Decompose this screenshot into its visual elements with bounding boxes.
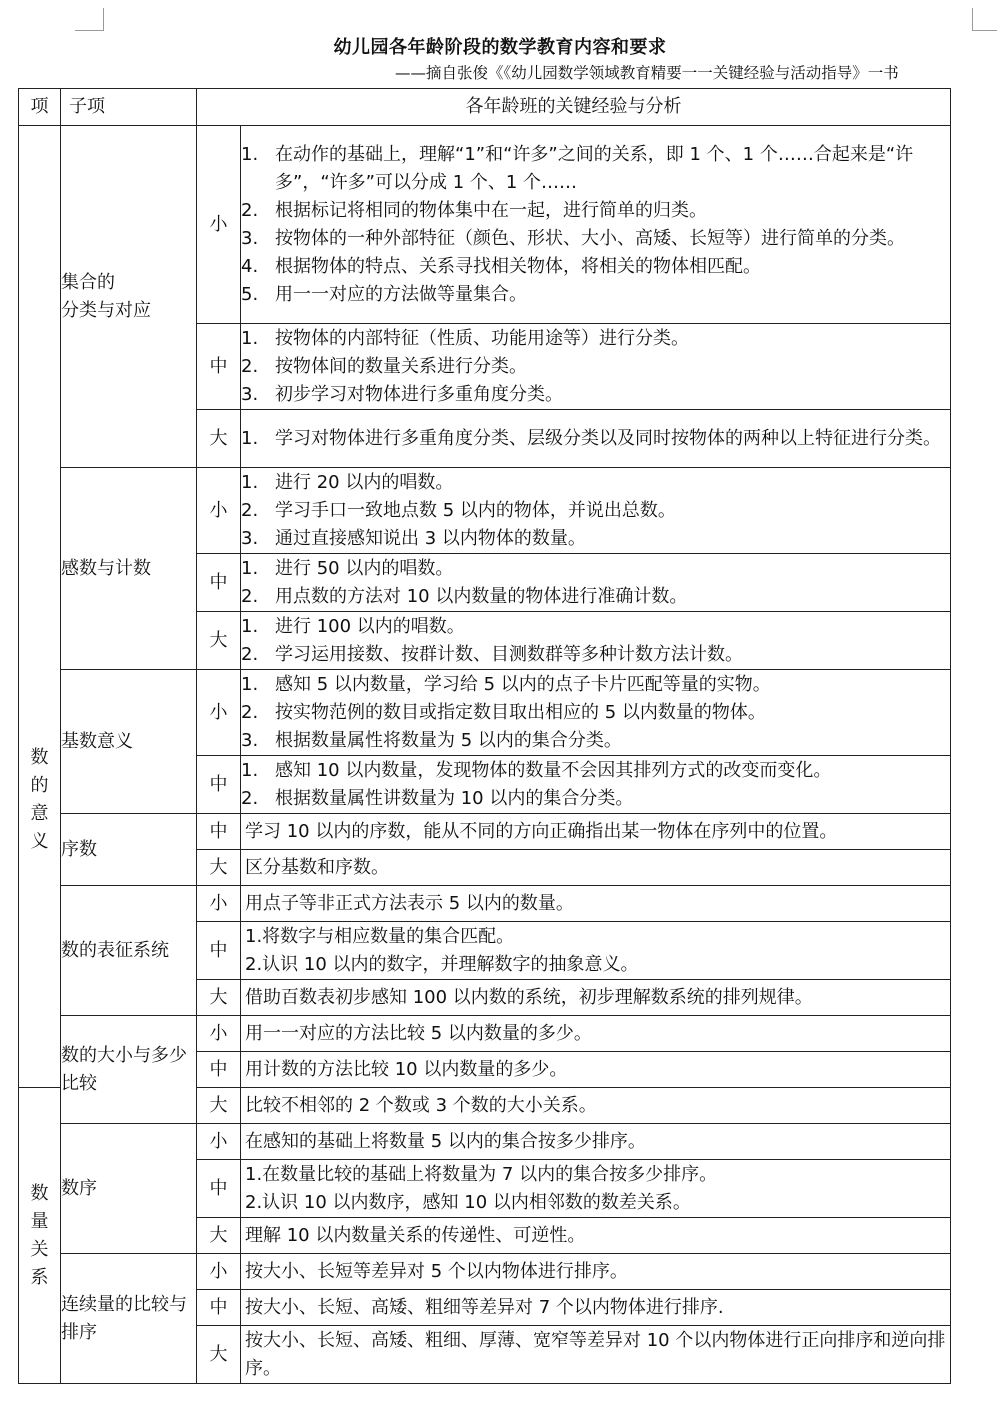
item-number: 3. bbox=[241, 527, 259, 549]
item-number: 1. bbox=[241, 471, 259, 493]
header-content: 各年龄班的关键经验与分析 bbox=[197, 89, 951, 126]
crop-mark-right bbox=[972, 8, 997, 31]
item-text: 按物体的一种外部特征（颜色、形状、大小、高矮、长短等）进行简单的分类。 bbox=[275, 227, 905, 249]
category-char: 量 bbox=[30, 1210, 49, 1232]
item-number: 1. bbox=[241, 327, 259, 349]
list-item bbox=[241, 197, 950, 225]
item-text: 按物体的内部特征（性质、功能用途等）进行分类。 bbox=[275, 327, 689, 349]
level-label: 中 bbox=[197, 324, 241, 410]
item-text: 按实物范例的数目或指定数目取出相应的 5 以内数量的物体。 bbox=[275, 701, 766, 723]
item-number: 2. bbox=[241, 701, 259, 723]
document-subtitle: ——摘自张俊《《幼儿园数学领域教育精要一一关键经验与活动指导》一书 bbox=[395, 64, 899, 82]
level-label: 小 bbox=[197, 1016, 241, 1052]
content-cell bbox=[241, 922, 951, 980]
item-text: 用一一对应的方法做等量集合。 bbox=[275, 283, 527, 305]
list-item bbox=[241, 381, 950, 409]
level-label: 中 bbox=[197, 814, 241, 850]
content-line: 区分基数和序数。 bbox=[245, 856, 389, 878]
item-text: 通过直接感知说出 3 以内物体的数量。 bbox=[275, 527, 586, 549]
content-cell bbox=[241, 554, 951, 612]
level-label: 小 bbox=[197, 886, 241, 922]
item-number: 1. bbox=[241, 759, 259, 781]
content-line: 1.在数量比较的基础上将数量为 7 以内的集合按多少排序。 bbox=[245, 1163, 718, 1185]
subitem-cell: 连续量的比较与排序 bbox=[61, 1254, 197, 1384]
subitem-cell: 集合的 分类与对应 bbox=[61, 126, 197, 468]
list-item bbox=[241, 785, 950, 813]
item-number: 4. bbox=[241, 255, 259, 277]
table-row bbox=[19, 814, 951, 850]
category-char: 数 bbox=[30, 747, 49, 768]
list-item bbox=[241, 699, 950, 727]
content-line: 用一一对应的方法比较 5 以内数量的多少。 bbox=[245, 1022, 592, 1044]
level-label: 大 bbox=[197, 410, 241, 468]
item-text: 用点数的方法对 10 以内数量的物体进行准确计数。 bbox=[275, 585, 688, 607]
level-label: 小 bbox=[197, 1124, 241, 1160]
item-number: 2. bbox=[241, 199, 259, 221]
level-label: 大 bbox=[197, 980, 241, 1016]
content-line: 按大小、长短、高矮、粗细等差异对 7 个以内物体进行排序. bbox=[245, 1296, 724, 1318]
list-item bbox=[241, 555, 950, 583]
level-label: 大 bbox=[197, 612, 241, 670]
level-label: 小 bbox=[197, 468, 241, 554]
content-cell bbox=[241, 1254, 951, 1290]
list-item bbox=[241, 497, 950, 525]
item-number: 1. bbox=[241, 673, 259, 695]
level-label: 中 bbox=[197, 922, 241, 980]
category-char: 义 bbox=[30, 831, 49, 852]
list-item bbox=[241, 253, 950, 281]
content-cell bbox=[241, 1160, 951, 1218]
content-cell bbox=[241, 670, 951, 756]
table-row bbox=[19, 468, 951, 554]
content-cell bbox=[241, 1124, 951, 1160]
item-text: 学习手口一致地点数 5 以内的物体，并说出总数。 bbox=[275, 499, 676, 521]
item-number: 3. bbox=[241, 227, 259, 249]
item-text: 学习对物体进行多重角度分类、层级分类以及同时按物体的两种以上特征进行分类。 bbox=[275, 427, 941, 449]
category-label-meaning bbox=[19, 744, 60, 856]
item-text: 根据物体的特点、关系寻找相关物体，将相关的物体相匹配。 bbox=[275, 255, 761, 277]
content-cell bbox=[241, 1290, 951, 1326]
curriculum-table bbox=[18, 88, 951, 1384]
item-text: 感知 10 以内数量，发现物体的数量不会因其排列方式的改变而变化。 bbox=[275, 759, 832, 781]
subitem-cell: 基数意义 bbox=[61, 670, 197, 814]
content-cell bbox=[241, 410, 951, 468]
category-cell bbox=[19, 126, 61, 1088]
content-cell bbox=[241, 612, 951, 670]
level-label: 小 bbox=[197, 1254, 241, 1290]
level-label: 中 bbox=[197, 1052, 241, 1088]
item-number: 3. bbox=[241, 383, 259, 405]
subitem-cell: 感数与计数 bbox=[61, 468, 197, 670]
content-line: 用点子等非正式方法表示 5 以内的数量。 bbox=[245, 892, 574, 914]
category-char: 关 bbox=[30, 1238, 49, 1260]
content-cell bbox=[241, 324, 951, 410]
level-label: 中 bbox=[197, 1290, 241, 1326]
table-row bbox=[19, 1124, 951, 1160]
list-item bbox=[241, 281, 950, 309]
item-number: 1. bbox=[241, 143, 259, 165]
list-item bbox=[241, 613, 950, 641]
level-label: 大 bbox=[197, 1326, 241, 1384]
item-number: 2. bbox=[241, 585, 259, 607]
table-row bbox=[19, 1016, 951, 1052]
content-cell bbox=[241, 1326, 951, 1384]
level-label: 中 bbox=[197, 554, 241, 612]
content-cell bbox=[241, 1052, 951, 1088]
item-text: 按物体间的数量关系进行分类。 bbox=[275, 355, 527, 377]
table-row bbox=[19, 1254, 951, 1290]
table-row bbox=[19, 670, 951, 756]
item-text: 初步学习对物体进行多重角度分类。 bbox=[275, 383, 563, 405]
content-line: 理解 10 以内数量关系的传递性、可逆性。 bbox=[245, 1224, 586, 1246]
content-cell bbox=[241, 850, 951, 886]
item-text: 根据数量属性讲数量为 10 以内的集合分类。 bbox=[275, 787, 634, 809]
list-item bbox=[241, 727, 950, 755]
content-line: 借助百数表初步感知 100 以内数的系统，初步理解数系统的排列规律。 bbox=[245, 986, 813, 1008]
item-text: 学习运用接数、按群计数、目测数群等多种计数方法计数。 bbox=[275, 643, 743, 665]
level-label: 小 bbox=[197, 670, 241, 756]
content-line: 2.认识 10 以内数序，感知 10 以内相邻数的数差关系。 bbox=[245, 1191, 691, 1213]
content-line: 2.认识 10 以内的数字，并理解数字的抽象意义。 bbox=[245, 953, 639, 975]
item-number: 1. bbox=[241, 615, 259, 637]
item-text: 根据数量属性将数量为 5 以内的集合分类。 bbox=[275, 729, 622, 751]
item-text: 根据标记将相同的物体集中在一起，进行简单的归类。 bbox=[275, 199, 707, 221]
content-cell bbox=[241, 980, 951, 1016]
content-line: 用计数的方法比较 10 以内数量的多少。 bbox=[245, 1058, 568, 1080]
list-item bbox=[241, 583, 950, 611]
list-item bbox=[241, 757, 950, 785]
item-number: 1. bbox=[241, 557, 259, 579]
content-cell bbox=[241, 814, 951, 850]
crop-mark-left bbox=[75, 8, 104, 31]
document-title: 幼儿园各年龄阶段的数学教育内容和要求 bbox=[333, 37, 667, 58]
level-label: 大 bbox=[197, 1088, 241, 1124]
level-label: 中 bbox=[197, 1160, 241, 1218]
content-cell bbox=[241, 756, 951, 814]
item-text: 进行 100 以内的唱数。 bbox=[275, 615, 465, 637]
item-number: 3. bbox=[241, 729, 259, 751]
item-number: 2. bbox=[241, 787, 259, 809]
category-char: 系 bbox=[30, 1266, 49, 1288]
table-row bbox=[19, 126, 951, 324]
item-number: 2. bbox=[241, 499, 259, 521]
level-label: 中 bbox=[197, 756, 241, 814]
item-number: 5. bbox=[241, 283, 259, 305]
category-char: 数 bbox=[30, 1182, 49, 1204]
content-cell bbox=[241, 126, 951, 324]
list-item bbox=[241, 641, 950, 669]
content-line: 在感知的基础上将数量 5 以内的集合按多少排序。 bbox=[245, 1130, 646, 1152]
item-text: 进行 50 以内的唱数。 bbox=[275, 557, 454, 579]
category-label-relations bbox=[19, 1180, 60, 1292]
level-label: 大 bbox=[197, 850, 241, 886]
subitem-cell: 序数 bbox=[61, 814, 197, 886]
level-label: 小 bbox=[197, 126, 241, 324]
subitem-cell: 数的大小与多少比较 bbox=[61, 1016, 197, 1124]
list-item bbox=[241, 425, 950, 453]
item-text: 在动作的基础上，理解“1”和“许多”之间的关系，即 1 个、1 个……合起来是“许多”，“许多”可以分成 1 个、1 个…… bbox=[275, 143, 914, 193]
list-item bbox=[241, 141, 950, 197]
item-number: 2. bbox=[241, 643, 259, 665]
content-line: 按大小、长短等差异对 5 个以内物体进行排序。 bbox=[245, 1260, 628, 1282]
content-cell bbox=[241, 468, 951, 554]
content-cell bbox=[241, 1016, 951, 1052]
content-line: 比较不相邻的 2 个数或 3 个数的大小关系。 bbox=[245, 1094, 597, 1116]
header-subitem: 子项 bbox=[61, 89, 197, 126]
category-char: 的 bbox=[30, 775, 49, 796]
category-cell bbox=[19, 1088, 61, 1384]
list-item bbox=[241, 353, 950, 381]
subitem-cell: 数的表征系统 bbox=[61, 886, 197, 1016]
category-char: 意 bbox=[30, 803, 49, 824]
list-item bbox=[241, 325, 950, 353]
item-text: 感知 5 以内数量，学习给 5 以内的点子卡片匹配等量的实物。 bbox=[275, 673, 771, 695]
list-item bbox=[241, 671, 950, 699]
item-text: 进行 20 以内的唱数。 bbox=[275, 471, 454, 493]
list-item bbox=[241, 469, 950, 497]
content-line: 学习 10 以内的序数，能从不同的方向正确指出某一物体在序列中的位置。 bbox=[245, 820, 838, 842]
list-item bbox=[241, 525, 950, 553]
list-item bbox=[241, 225, 950, 253]
table-header-row bbox=[19, 89, 951, 126]
item-number: 1. bbox=[241, 427, 259, 449]
table-row bbox=[19, 886, 951, 922]
content-line: 1.将数字与相应数量的集合匹配。 bbox=[245, 925, 515, 947]
content-line: 按大小、长短、高矮、粗细、厚薄、宽窄等差异对 10 个以内物体进行正向排序和逆向排序。 bbox=[245, 1329, 946, 1379]
content-cell bbox=[241, 1088, 951, 1124]
subitem-cell: 数序 bbox=[61, 1124, 197, 1254]
content-cell bbox=[241, 886, 951, 922]
header-item: 项 bbox=[19, 89, 61, 126]
level-label: 大 bbox=[197, 1218, 241, 1254]
item-number: 2. bbox=[241, 355, 259, 377]
content-cell bbox=[241, 1218, 951, 1254]
